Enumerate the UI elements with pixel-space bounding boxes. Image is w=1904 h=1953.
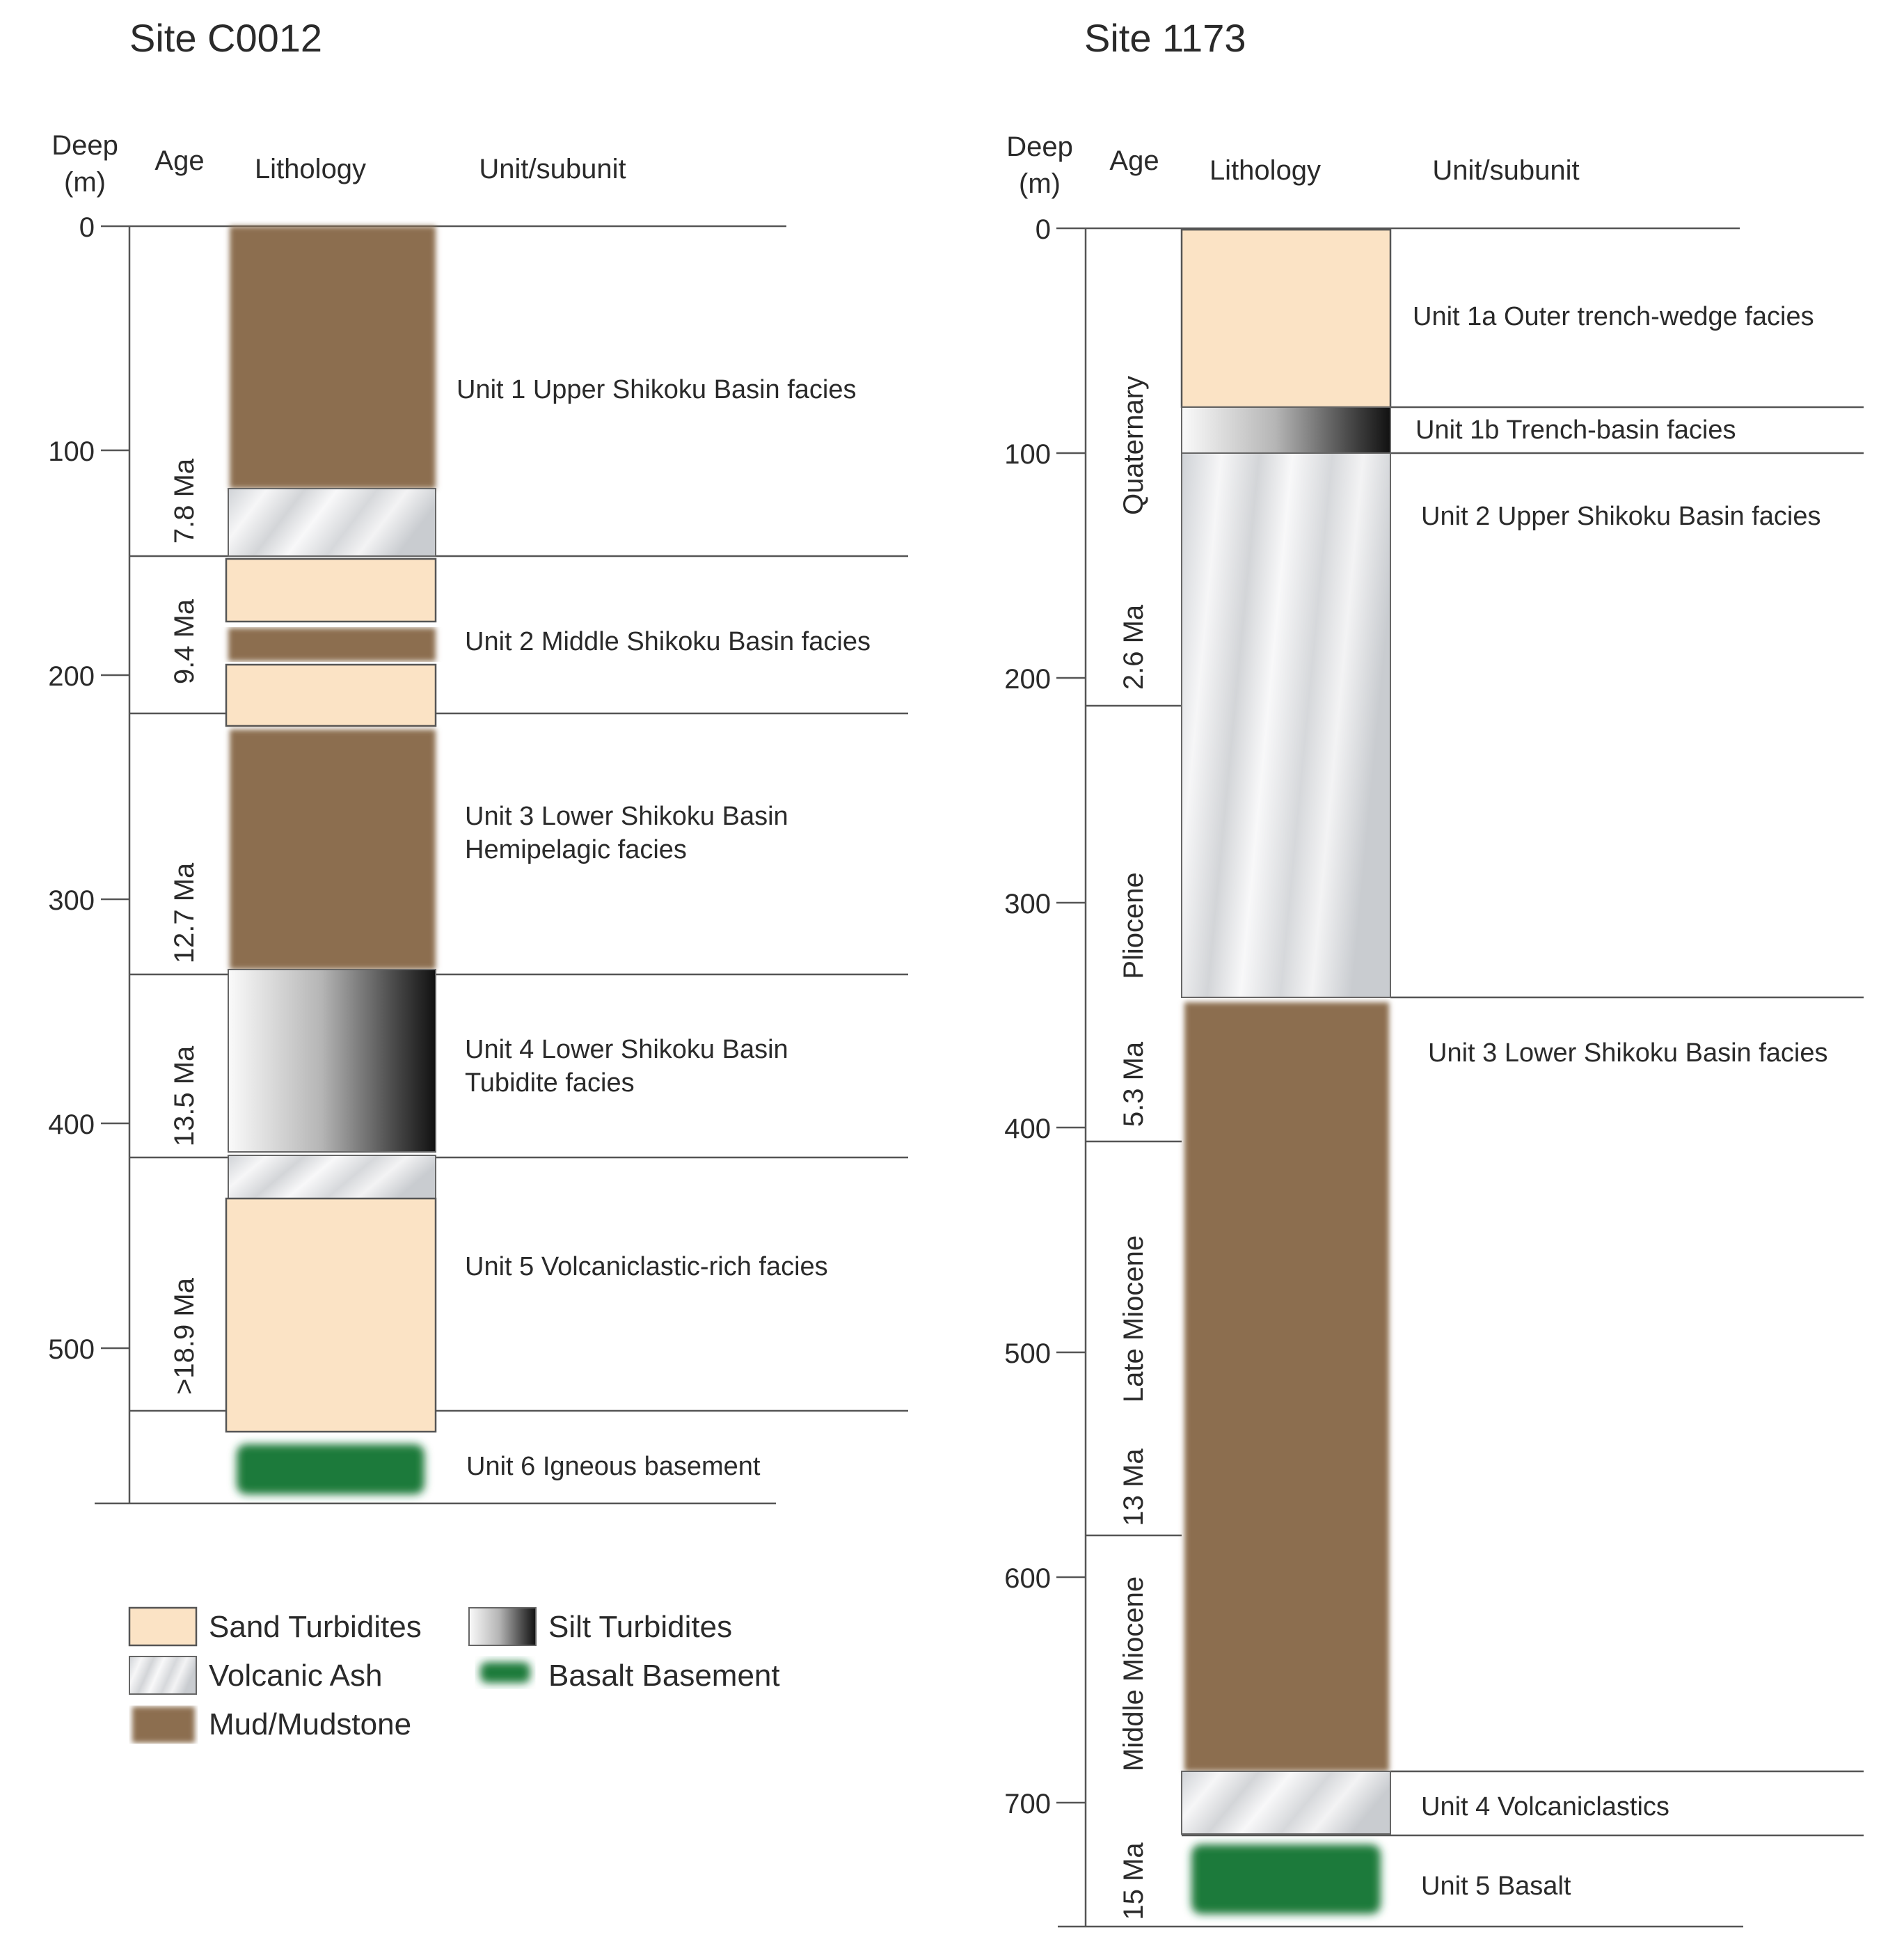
age-label: Late Miocene [1118, 1235, 1149, 1403]
depth-tick-label: 700 [1004, 1789, 1051, 1819]
depth-ticks [48, 212, 129, 1365]
depth-tick-label: 300 [48, 885, 95, 916]
age-label: 5.3 Ma [1118, 1041, 1149, 1128]
depth-tick-label: 0 [1035, 214, 1051, 245]
unit-label: Unit 1 Upper Shikoku Basin facies [457, 375, 857, 404]
unit-label: Unit 3 Lower Shikoku Basin [465, 802, 788, 831]
age-label: Quaternary [1118, 375, 1149, 516]
unit-label: Unit 5 Volcaniclastic-rich facies [465, 1252, 828, 1281]
lithology-column [1182, 230, 1390, 1914]
depth-ticks [1004, 214, 1086, 1819]
age-labels [169, 458, 200, 1395]
age-label: 2.6 Ma [1118, 604, 1149, 690]
legend-item-ash [129, 1657, 383, 1694]
unit-label: Unit 2 Upper Shikoku Basin facies [1421, 502, 1821, 531]
site-c0012-panel [48, 16, 908, 1503]
depth-tick [1004, 889, 1086, 919]
header-lithology: Lithology [254, 154, 367, 184]
depth-tick-label: 600 [1004, 1563, 1051, 1594]
silt-layer [1182, 407, 1390, 453]
legend-item-silt [469, 1608, 732, 1645]
site-title: Site 1173 [1084, 16, 1246, 60]
unit-label: Hemipelagic facies [465, 835, 687, 864]
legend-item-basalt [480, 1659, 780, 1693]
unit-label: Tubidite facies [465, 1068, 635, 1098]
age-label: Pliocene [1118, 872, 1149, 979]
depth-tick [48, 436, 129, 467]
depth-tick-label: 100 [1004, 439, 1051, 470]
header-unit: Unit/subunit [479, 154, 626, 184]
header-deep-unit: (m) [64, 167, 106, 198]
depth-tick-label: 500 [48, 1334, 95, 1365]
sand-layer [1182, 230, 1390, 407]
unit-label: Unit 6 Igneous basement [466, 1452, 761, 1481]
sand-layer [226, 1199, 436, 1432]
age-label: 15 Ma [1118, 1842, 1149, 1920]
mud-layer [230, 226, 436, 489]
unit-label: Unit 4 Lower Shikoku Basin [465, 1035, 788, 1064]
depth-axis [1058, 228, 1743, 1927]
ash-layer [228, 1155, 436, 1199]
legend-label: Volcanic Ash [209, 1659, 383, 1693]
depth-tick [1004, 1789, 1086, 1819]
site-title: Site C0012 [129, 16, 323, 60]
ash-layer [1182, 1771, 1390, 1834]
silt-layer [228, 970, 436, 1152]
header-unit: Unit/subunit [1432, 155, 1580, 186]
site-1173-panel [1004, 16, 1864, 1927]
age-label: 12.7 Ma [169, 862, 200, 964]
depth-tick [48, 661, 129, 692]
legend-label: Silt Turbidites [548, 1610, 733, 1644]
age-label: 7.8 Ma [169, 458, 200, 544]
header-lithology: Lithology [1209, 155, 1322, 186]
sand-layer [226, 559, 436, 622]
lithology-column [226, 226, 436, 1494]
mud-layer [230, 729, 436, 970]
age-label: Middle Miocene [1118, 1576, 1149, 1772]
depth-tick-label: 300 [1004, 889, 1051, 919]
unit-label: Unit 5 Basalt [1421, 1872, 1571, 1901]
depth-tick [79, 212, 129, 243]
depth-tick-label: 200 [1004, 664, 1051, 695]
depth-tick [1004, 1563, 1086, 1594]
header-age: Age [1109, 145, 1159, 176]
age-labels [1118, 376, 1149, 1920]
unit-label: Unit 2 Middle Shikoku Basin facies [465, 627, 871, 656]
depth-tick [1004, 1114, 1086, 1144]
depth-tick [48, 1334, 129, 1365]
depth-tick [48, 885, 129, 916]
unit-label: Unit 1b Trench-basin facies [1415, 416, 1736, 445]
basalt-layer [1191, 1844, 1381, 1914]
depth-tick-label: 400 [48, 1109, 95, 1140]
sand-layer [226, 665, 436, 726]
mud-layer [228, 628, 436, 661]
depth-tick-label: 100 [48, 436, 95, 467]
age-label: 13 Ma [1118, 1448, 1149, 1526]
header-deep: Deep [51, 130, 118, 161]
header-deep-unit: (m) [1019, 168, 1061, 199]
legend-label: Sand Turbidites [209, 1610, 422, 1644]
legend-label: Basalt Basement [548, 1659, 780, 1693]
legend-label: Mud/Mudstone [209, 1707, 412, 1741]
mud-layer [1184, 1002, 1389, 1771]
ash-layer [228, 489, 436, 556]
depth-tick-label: 0 [79, 212, 95, 243]
depth-tick [48, 1109, 129, 1140]
age-label: 13.5 Ma [169, 1045, 200, 1147]
unit-label: Unit 4 Volcaniclastics [1421, 1792, 1669, 1821]
legend [129, 1608, 780, 1743]
depth-tick [1004, 439, 1086, 470]
depth-tick [1004, 664, 1086, 695]
legend-item-sand [129, 1608, 422, 1645]
unit-labels [457, 375, 871, 1481]
depth-tick-label: 500 [1004, 1338, 1051, 1369]
unit-labels [1413, 302, 1828, 1901]
depth-tick [1004, 1338, 1086, 1369]
unit-label: Unit 1a Outer trench-wedge facies [1413, 302, 1814, 331]
legend-item-mud [132, 1707, 411, 1743]
age-label: 9.4 Ma [169, 599, 200, 685]
depth-tick [1036, 214, 1086, 245]
ash-layer [1182, 453, 1390, 997]
header-deep: Deep [1006, 132, 1073, 162]
depth-tick-label: 200 [48, 661, 95, 692]
age-label: >18.9 Ma [169, 1278, 200, 1395]
header-age: Age [154, 145, 205, 176]
depth-tick-label: 400 [1004, 1114, 1051, 1144]
unit-label: Unit 3 Lower Shikoku Basin facies [1428, 1038, 1828, 1068]
basalt-layer [237, 1444, 425, 1494]
